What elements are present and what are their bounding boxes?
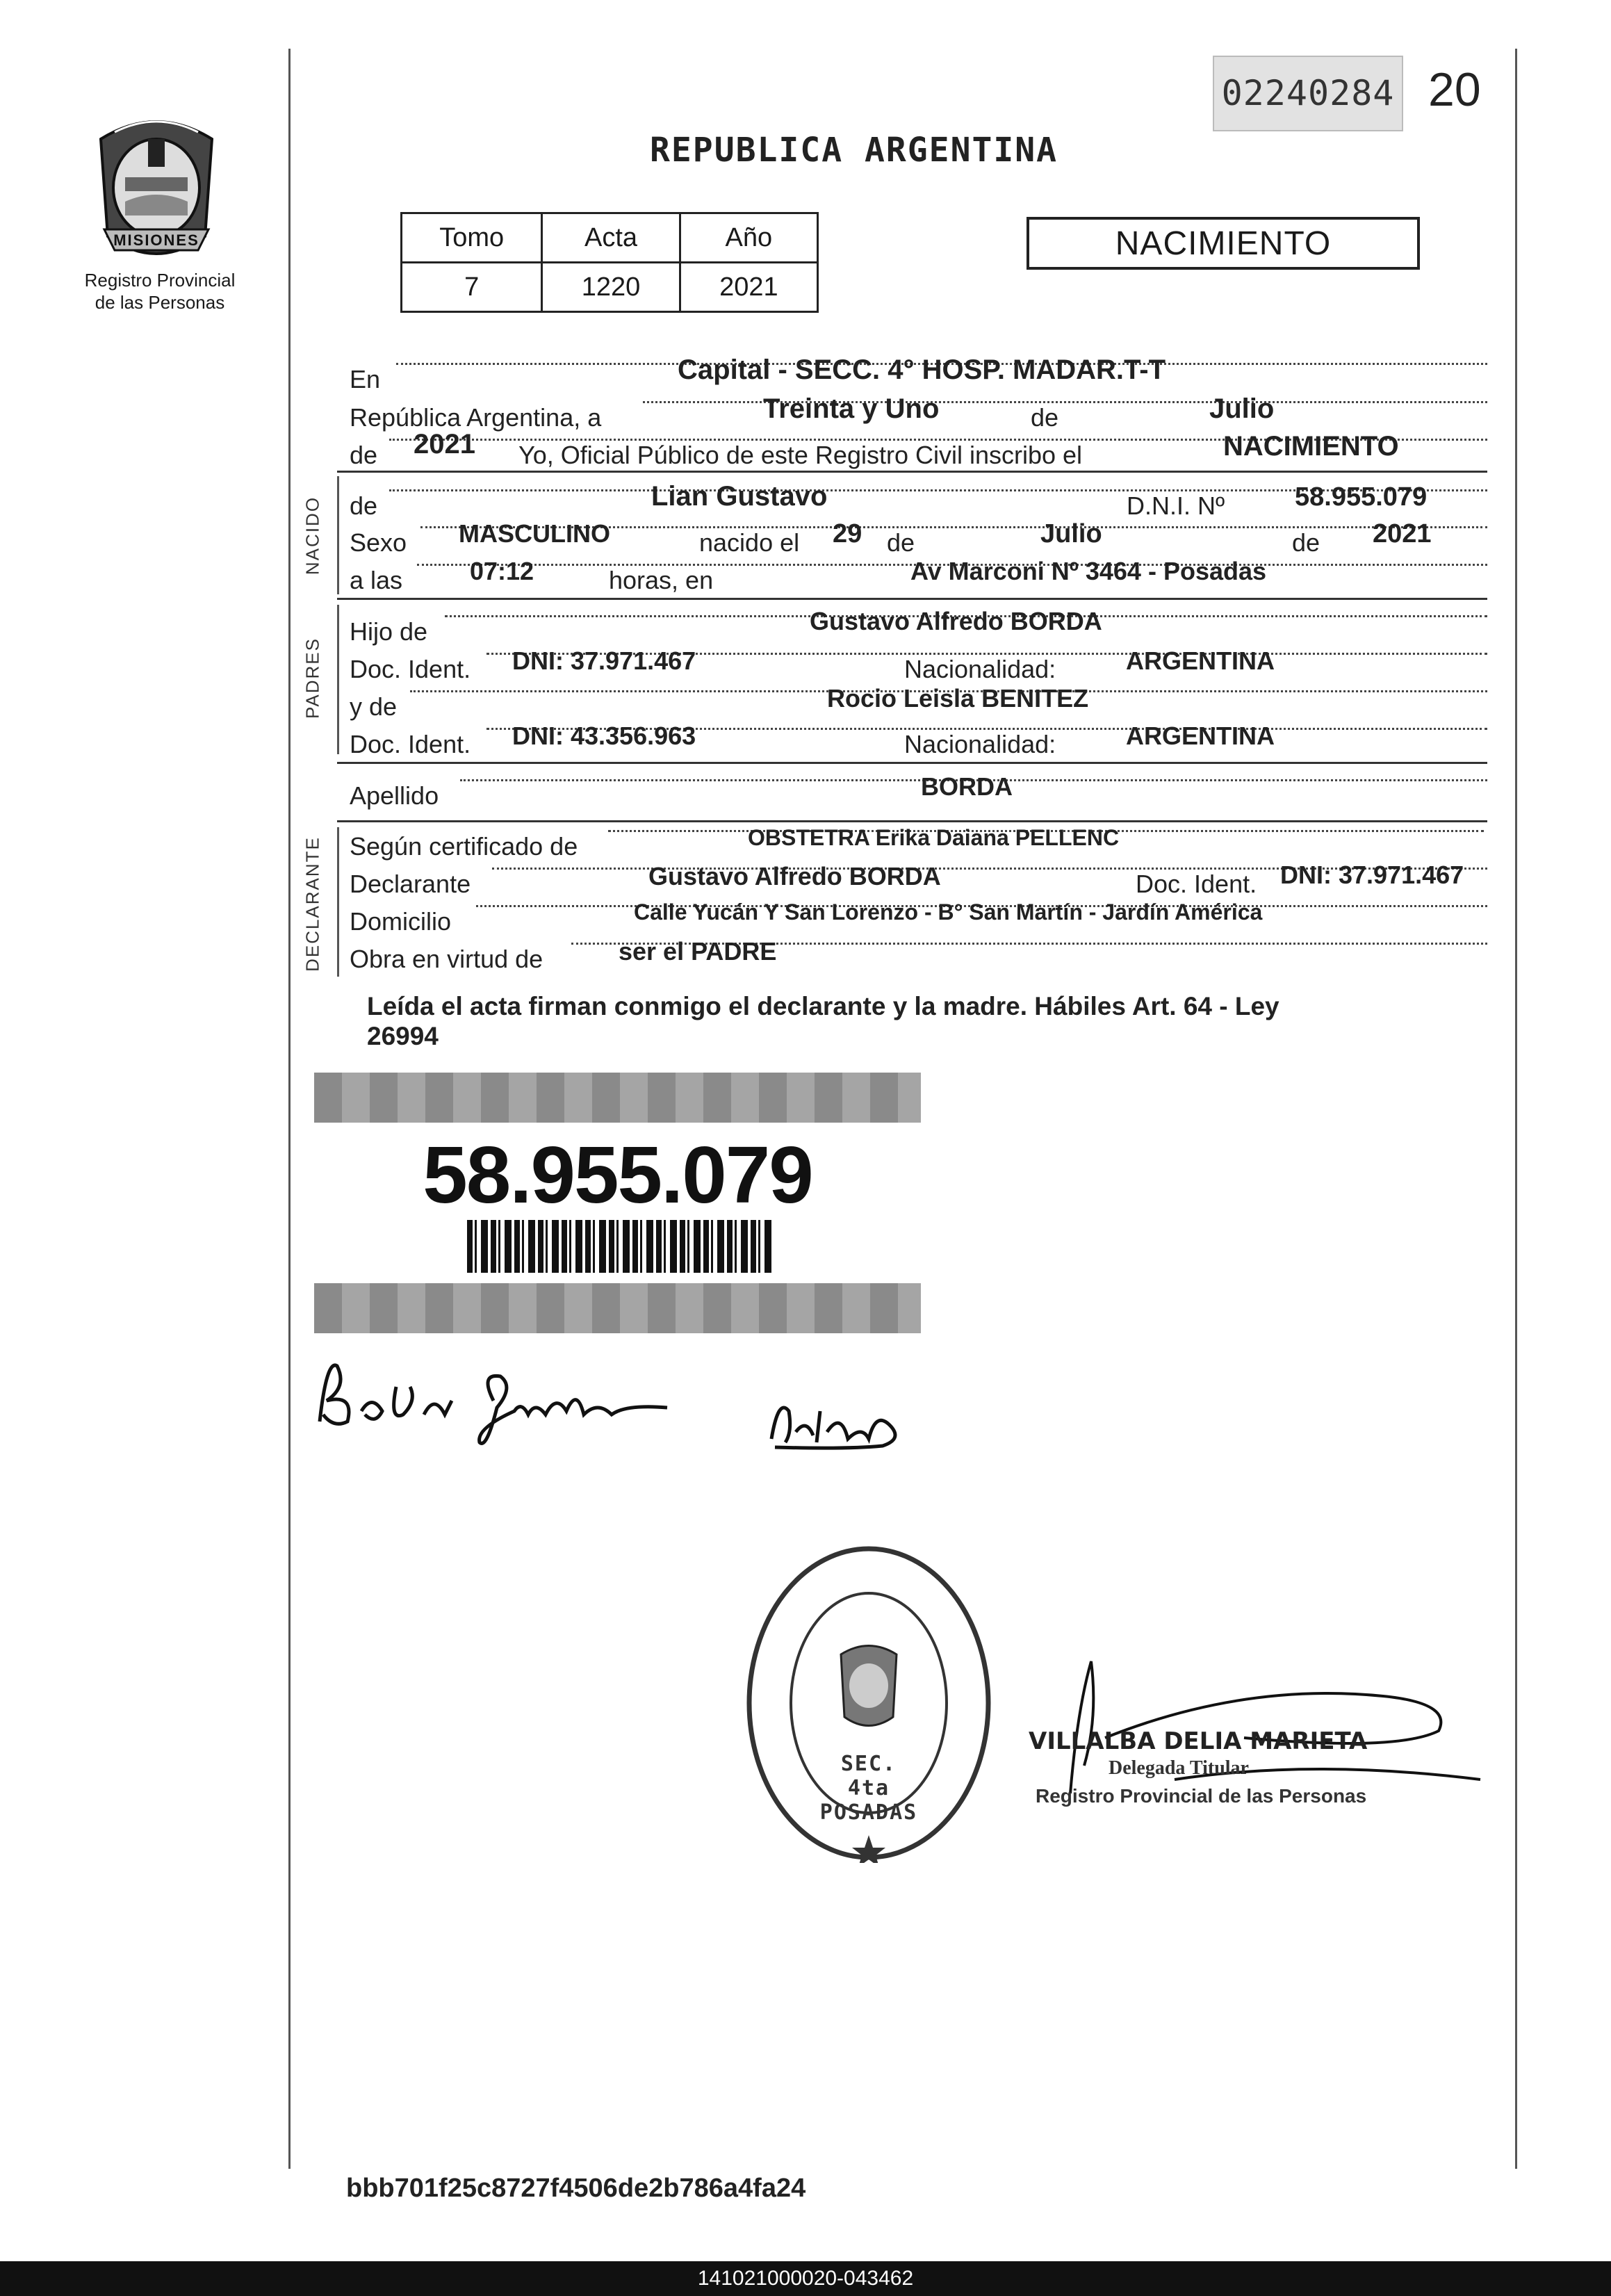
record-table-header-row <box>402 213 818 263</box>
declarante-name: Gustavo Alfredo BORDA <box>648 862 941 890</box>
country-title: REPUBLICA ARGENTINA <box>650 131 1058 170</box>
serial-number-sticker <box>1213 56 1403 131</box>
day-in-words: Treinta y Uno <box>763 393 940 424</box>
y-de-label: y de <box>350 692 398 721</box>
logo-text-bottom: MISIONES <box>113 231 199 249</box>
sticker-top-band <box>314 1073 921 1123</box>
official-name: VILLALBA DELIA MARIETA <box>1029 1727 1368 1755</box>
declarante-bracket <box>337 827 339 977</box>
birth-year: 2021 <box>1373 519 1432 548</box>
divider-3 <box>337 762 1487 764</box>
divider-2 <box>337 598 1487 600</box>
mother-doc: DNI: 43.356.963 <box>512 722 696 750</box>
table-header-anio: Año <box>680 213 817 263</box>
table-header-tomo: Tomo <box>402 213 542 263</box>
registry-name-line1: Registro Provincial <box>84 270 236 291</box>
segun-label: Según certificado de <box>350 832 578 861</box>
signature-mother <box>764 1383 917 1460</box>
certificado-value: OBSTETRA Erika Daiana PELLENC <box>748 825 1120 850</box>
barcode-icon <box>467 1220 773 1273</box>
hijo-de-label: Hijo de <box>350 617 428 646</box>
en-label: En <box>350 365 381 393</box>
a-las-label: a las <box>350 566 403 594</box>
mother-nationality: ARGENTINA <box>1126 722 1275 750</box>
father-doc: DNI: 37.971.467 <box>512 646 696 675</box>
right-margin-line <box>1515 49 1517 2169</box>
father-nationality-label: Nacionalidad: <box>900 655 1060 684</box>
sexo-label: Sexo <box>350 528 407 557</box>
father-doc-label: Doc. Ident. <box>350 655 471 683</box>
seal-inner-text: SEC. 4ta POSADAS <box>819 1752 918 1825</box>
birth-de-label-2: de <box>1288 528 1324 557</box>
birth-de-label: de <box>883 528 919 557</box>
divider-1 <box>337 471 1487 473</box>
table-value-acta: 1220 <box>542 263 680 312</box>
serial-number: 02240284 <box>1221 73 1395 113</box>
table-value-tomo: 7 <box>402 263 542 312</box>
official-title: Delegada Titular <box>1109 1757 1249 1779</box>
birth-month: Julio <box>1040 519 1102 548</box>
record-table <box>400 212 819 313</box>
declarante-section-label: DECLARANTE <box>302 836 323 972</box>
document-hash: bbb701f25c8727f4506de2b786a4fa24 <box>346 2174 806 2203</box>
nacido-de-label: de <box>350 491 378 520</box>
table-header-acta: Acta <box>542 213 680 263</box>
nacido-section-label: NACIDO <box>302 496 323 576</box>
registry-name-line2: de las Personas <box>95 292 225 313</box>
year-de-label: de <box>350 441 378 469</box>
mother-nationality-label: Nacionalidad: <box>900 730 1060 759</box>
document-type: NACIMIENTO <box>1115 225 1332 262</box>
republica-label: República Argentina, a <box>350 403 602 432</box>
barcode-sticker <box>314 1073 921 1333</box>
father-nationality: ARGENTINA <box>1126 646 1275 675</box>
horas-label: horas, en <box>605 566 717 595</box>
birth-place: Av Marconi Nº 3464 - Posadas <box>910 557 1267 585</box>
obra-value: ser el PADRE <box>619 937 777 966</box>
sticker-bottom-band <box>314 1283 921 1333</box>
inscribo-value: NACIMIENTO <box>1223 431 1399 462</box>
left-margin-line <box>288 49 291 2169</box>
dni-label: D.N.I. Nº <box>1122 491 1229 521</box>
official-office: Registro Provincial de las Personas <box>1036 1785 1367 1807</box>
birth-time: 07:12 <box>470 557 534 585</box>
padres-section-label: PADRES <box>302 637 323 719</box>
father-name: Gustavo Alfredo BORDA <box>810 607 1102 635</box>
child-dni: 58.955.079 <box>1295 482 1428 512</box>
footer-code: 141021000020-043462 <box>697 2267 914 2290</box>
table-value-anio: 2021 <box>680 263 817 312</box>
record-table-value-row <box>402 263 818 312</box>
declarante-doc: DNI: 37.971.467 <box>1280 861 1464 889</box>
divider-4 <box>337 820 1487 822</box>
signature-father <box>306 1345 681 1456</box>
apellido-value: BORDA <box>921 772 1013 801</box>
nacido-bracket <box>337 476 339 594</box>
sticker-number: 58.955.079 <box>423 1130 812 1220</box>
month-de-label: de <box>1027 403 1063 432</box>
domicilio-value: Calle Yucán Y San Lorenzo - B° San Martín - Jardín América <box>634 899 1263 925</box>
declarante-doc-label: Doc. Ident. <box>1131 870 1261 899</box>
apellido-label: Apellido <box>350 781 439 810</box>
domicilio-label: Domicilio <box>350 907 452 936</box>
en-value: Capital - SECC. 4° HOSP. MADAR.T-T <box>678 355 1166 385</box>
document-type-box <box>1027 217 1420 270</box>
page-number: 20 <box>1428 63 1481 116</box>
child-sex: MASCULINO <box>459 519 610 548</box>
signing-note-line2: 26994 <box>367 1022 439 1050</box>
child-name: Lian Gustavo <box>651 481 828 512</box>
registry-seal-stamp <box>744 1543 994 1863</box>
mother-doc-label: Doc. Ident. <box>350 730 471 758</box>
declarante-label: Declarante <box>350 870 471 898</box>
mother-name: Rocio Leisla BENITEZ <box>827 684 1089 713</box>
padres-bracket <box>337 605 339 754</box>
registration-year: 2021 <box>414 429 475 459</box>
birth-day: 29 <box>833 519 862 548</box>
nacido-el-label: nacido el <box>695 528 803 557</box>
obra-label: Obra en virtud de <box>350 945 543 973</box>
signing-note-line1: Leída el acta firman conmigo el declarante y la madre. Hábiles Art. 64 - Ley <box>367 992 1279 1020</box>
footer-bar <box>0 2261 1611 2296</box>
inscribo-label: Yo, Oficial Público de este Registro Civil inscribo el <box>514 441 1086 470</box>
registration-month: Julio <box>1209 393 1275 424</box>
